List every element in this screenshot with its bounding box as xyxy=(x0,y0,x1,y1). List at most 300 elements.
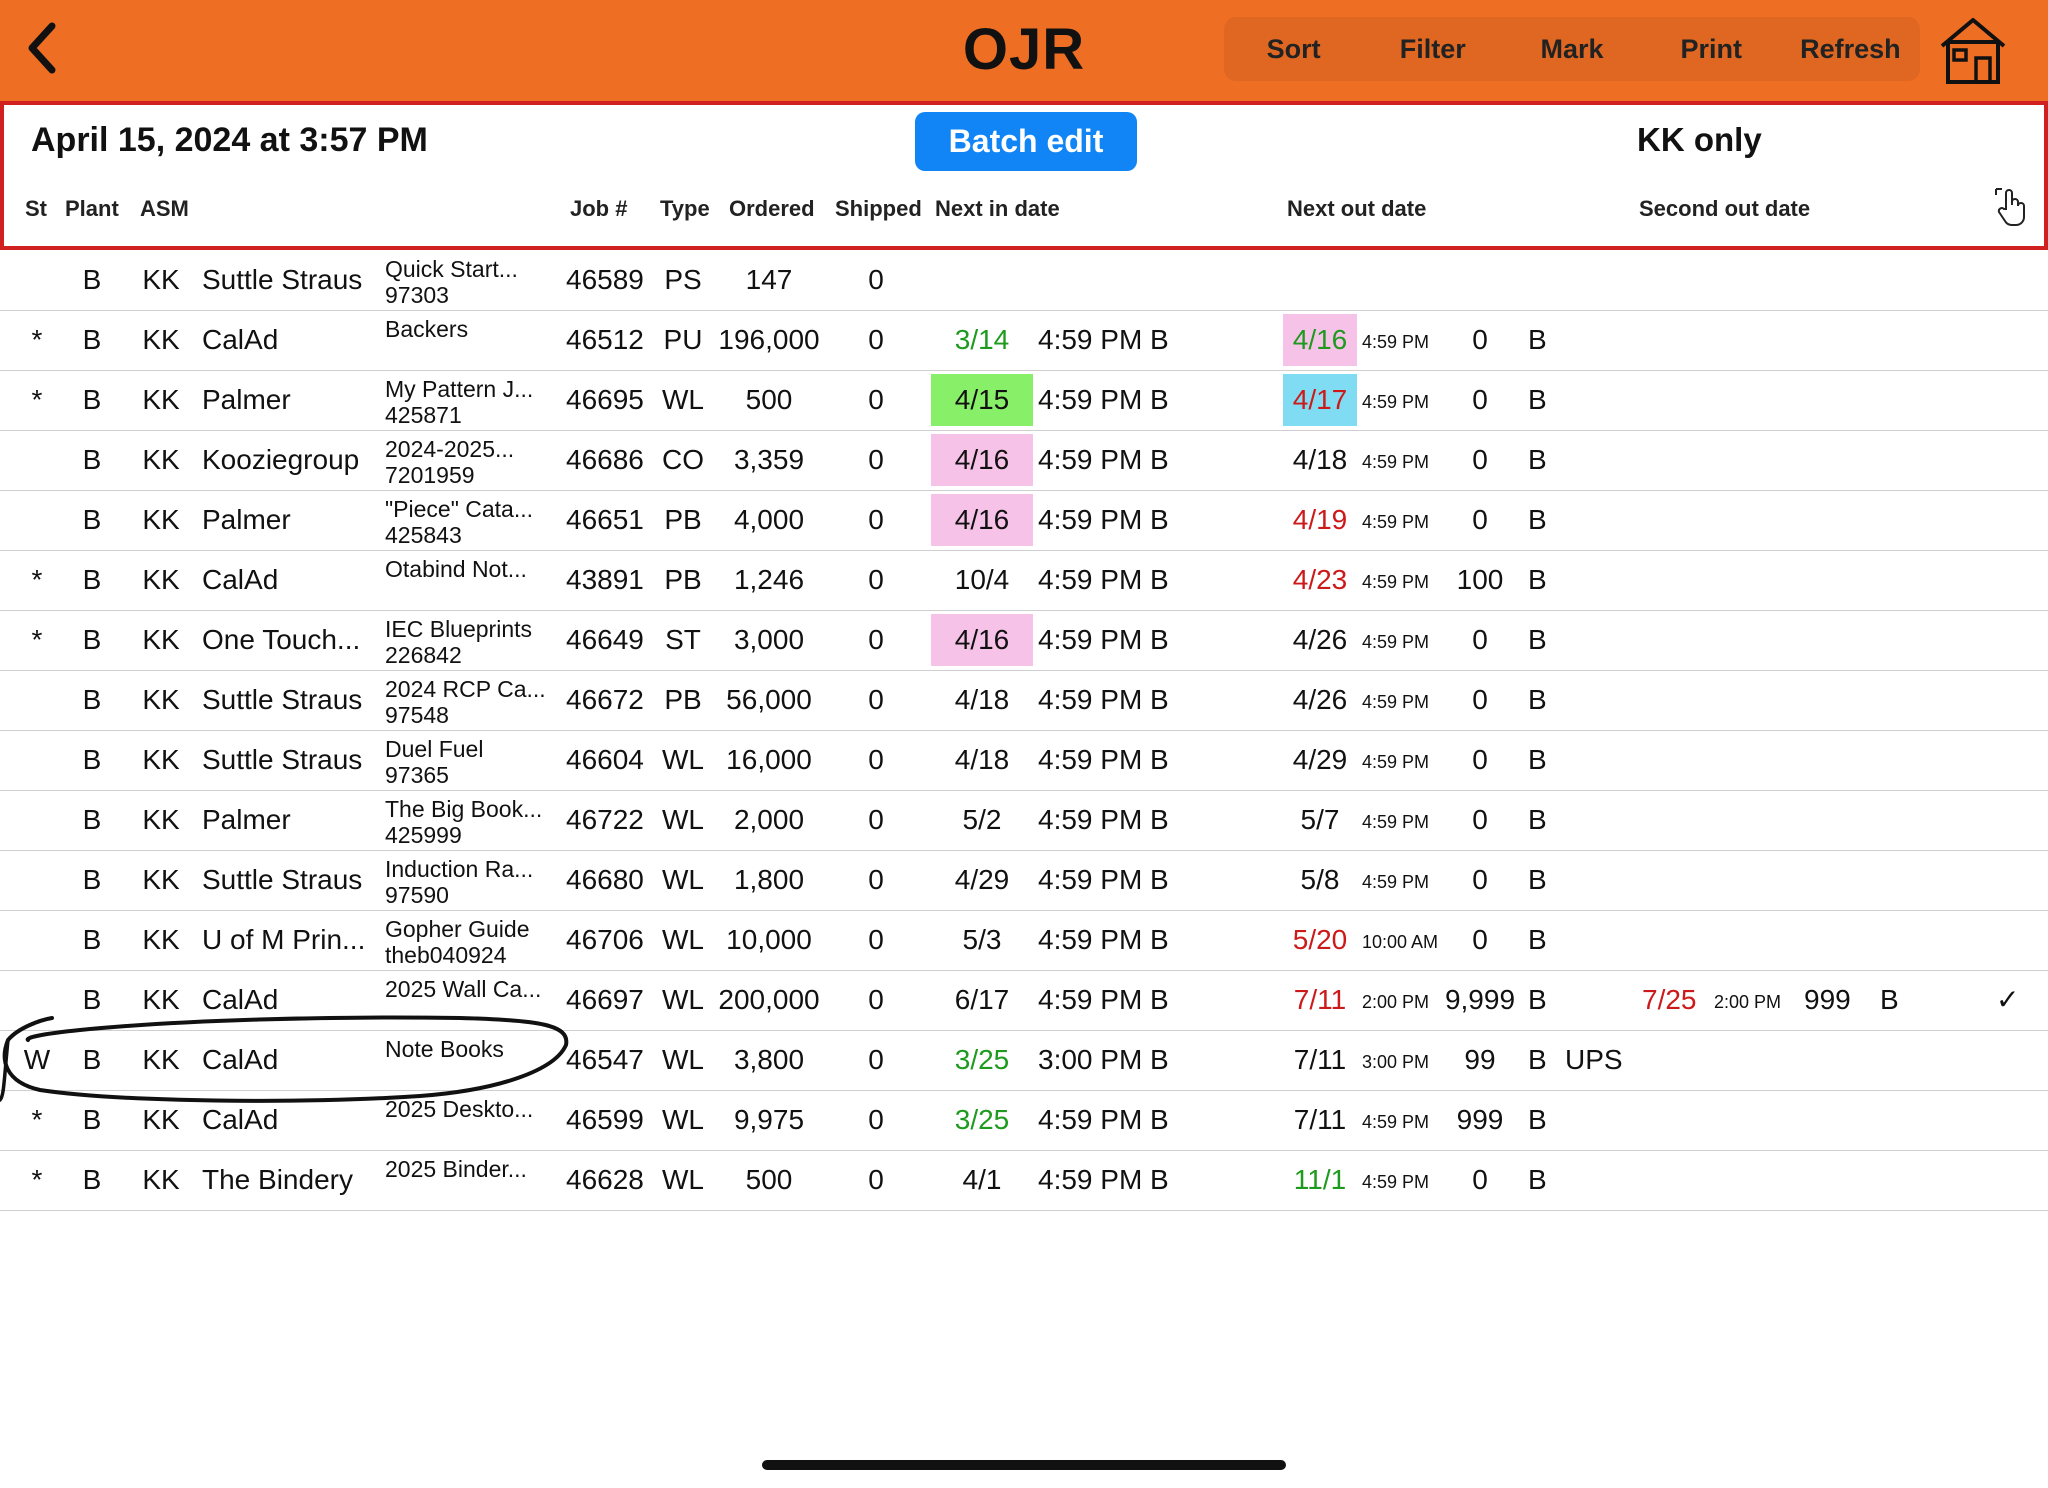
column-header-next-out-date[interactable]: Next out date xyxy=(1287,196,1427,221)
next-out-time-cell: 4:59 PM xyxy=(1362,872,1430,892)
next-out-date-cell[interactable]: 4/18 xyxy=(1292,444,1348,475)
next-out-date-cell[interactable]: 4/26 xyxy=(1292,624,1348,655)
description-cell xyxy=(385,496,533,548)
plant-cell: B xyxy=(82,684,102,715)
asm-cell: KK xyxy=(142,1104,180,1135)
ordered-cell: 4,000 xyxy=(733,504,805,535)
customer-cell: Palmer xyxy=(202,504,291,535)
plant-cell: B xyxy=(82,864,102,895)
next-out-plant-cell: B xyxy=(1528,1044,1547,1075)
shipped-cell: 0 xyxy=(868,1164,884,1195)
shipped-cell: 0 xyxy=(868,1104,884,1135)
checkmark-icon: ✓ xyxy=(1996,984,2020,1015)
next-in-time-cell: 4:59 PM xyxy=(1038,1164,1143,1195)
type-cell: PU xyxy=(663,324,703,355)
plant-cell: B xyxy=(82,264,102,295)
job-number-cell: 46589 xyxy=(566,264,644,295)
status-cell: * xyxy=(31,624,43,655)
description-title: Quick Start... xyxy=(385,256,518,282)
filter-label: KK only xyxy=(1637,121,1762,158)
job-number-cell: 46706 xyxy=(566,924,644,955)
description-cell xyxy=(385,1036,504,1062)
description-cell xyxy=(385,736,483,788)
shipped-cell: 0 xyxy=(868,924,884,955)
job-number-cell: 46680 xyxy=(566,864,644,895)
next-out-time-cell: 4:59 PM xyxy=(1362,1112,1430,1132)
next-in-date-cell[interactable]: 4/1 xyxy=(962,1164,1002,1195)
batch-edit-button[interactable]: Batch edit xyxy=(915,112,1137,171)
next-in-date-cell[interactable]: 4/16 xyxy=(931,494,1033,546)
second-out-date-cell[interactable]: 7/25 xyxy=(1642,984,1697,1015)
job-number-cell: 46651 xyxy=(566,504,644,535)
column-header-ordered[interactable]: Ordered xyxy=(729,196,815,221)
shipped-cell: 0 xyxy=(868,324,884,355)
customer-cell: CalAd xyxy=(202,984,279,1015)
status-cell xyxy=(20,490,54,550)
column-header-st[interactable]: St xyxy=(25,196,47,221)
next-in-date-cell[interactable]: 4/18 xyxy=(954,744,1010,775)
table-row[interactable] xyxy=(0,730,2048,791)
next-out-time-cell: 2:00 PM xyxy=(1362,992,1430,1012)
description-ref: 97303 xyxy=(385,282,449,308)
next-in-date-cell[interactable]: 4/18 xyxy=(954,684,1010,715)
home-icon[interactable] xyxy=(1936,14,2010,86)
next-in-time-cell: 4:59 PM xyxy=(1038,624,1143,655)
next-out-plant-cell: B xyxy=(1528,744,1547,775)
next-in-time-cell: 4:59 PM xyxy=(1038,1104,1143,1135)
type-cell: CO xyxy=(662,444,704,475)
next-in-plant-cell: B xyxy=(1150,1104,1169,1135)
next-out-date-cell[interactable]: 7/11 xyxy=(1293,1044,1347,1075)
plant-cell: B xyxy=(82,804,102,835)
description-ref: theb040924 xyxy=(385,942,507,968)
customer-cell: Suttle Straus xyxy=(202,864,363,895)
shipped-cell: 0 xyxy=(868,264,884,295)
customer-cell: Palmer xyxy=(202,804,291,835)
next-out-plant-cell: B xyxy=(1528,384,1547,415)
filter-button[interactable]: Filter xyxy=(1399,33,1466,64)
customer-cell: One Touch... xyxy=(202,624,361,655)
next-in-date-cell[interactable]: 4/15 xyxy=(931,374,1033,426)
next-in-plant-cell: B xyxy=(1150,924,1169,955)
next-out-plant-cell: B xyxy=(1528,864,1547,895)
type-cell: ST xyxy=(665,624,701,655)
column-header-job[interactable]: Job # xyxy=(570,196,628,221)
ordered-cell: 1,800 xyxy=(733,864,805,895)
description-ref: 425843 xyxy=(385,522,462,548)
asm-cell: KK xyxy=(142,324,180,355)
sort-button[interactable]: Sort xyxy=(1266,33,1321,64)
next-out-date-cell[interactable]: 7/11 xyxy=(1293,984,1347,1015)
ordered-cell: 3,800 xyxy=(733,1044,805,1075)
next-out-time-cell: 4:59 PM xyxy=(1362,572,1430,592)
type-cell: PB xyxy=(664,684,702,715)
job-number-cell: 46697 xyxy=(566,984,644,1015)
next-out-time-cell: 4:59 PM xyxy=(1362,752,1430,772)
table-row[interactable] xyxy=(0,250,2048,311)
next-in-time-cell: 4:59 PM xyxy=(1038,384,1143,415)
next-out-plant-cell: B xyxy=(1528,624,1547,655)
next-out-qty-cell: 0 xyxy=(1472,864,1488,895)
plant-cell: B xyxy=(82,984,102,1015)
status-cell xyxy=(20,670,54,730)
carrier-cell: UPS xyxy=(1565,1044,1623,1075)
column-header-next-in-date[interactable]: Next in date xyxy=(935,196,1060,221)
ordered-cell: 56,000 xyxy=(726,684,812,715)
mark-button[interactable]: Mark xyxy=(1540,33,1604,64)
table-row[interactable] xyxy=(0,1030,2048,1091)
next-in-time-cell: 4:59 PM xyxy=(1038,984,1143,1015)
next-out-date-cell[interactable]: 11/1 xyxy=(1293,1164,1347,1195)
next-out-time-cell: 10:00 AM xyxy=(1362,932,1439,952)
table-row[interactable] xyxy=(0,610,2048,671)
asm-cell: KK xyxy=(142,924,180,955)
next-in-date-cell[interactable]: 5/3 xyxy=(962,924,1002,955)
status-cell xyxy=(20,250,54,310)
description-cell xyxy=(385,976,541,1002)
job-number-cell: 46722 xyxy=(566,804,644,835)
ordered-cell: 3,359 xyxy=(733,444,805,475)
ordered-cell: 200,000 xyxy=(718,984,820,1015)
plant-cell: B xyxy=(82,1164,102,1195)
description-title: 2024-2025... xyxy=(385,436,515,462)
description-cell xyxy=(385,556,527,582)
customer-cell: CalAd xyxy=(202,1044,279,1075)
description-cell xyxy=(385,1156,527,1182)
asm-cell: KK xyxy=(142,864,180,895)
next-out-time-cell: 3:00 PM xyxy=(1362,1052,1430,1072)
customer-cell: Kooziegroup xyxy=(202,444,360,475)
plant-cell: B xyxy=(82,624,102,655)
description-cell xyxy=(385,796,542,848)
job-number-cell: 46604 xyxy=(566,744,644,775)
plant-cell: B xyxy=(82,564,102,595)
description-title: 2025 Wall Ca... xyxy=(385,976,542,1002)
description-ref: 7201959 xyxy=(385,462,475,488)
next-out-time-cell: 4:59 PM xyxy=(1362,812,1430,832)
next-out-time-cell: 4:59 PM xyxy=(1362,512,1430,532)
shipped-cell: 0 xyxy=(868,1044,884,1075)
customer-cell: CalAd xyxy=(202,324,279,355)
header-panel xyxy=(0,101,2048,250)
plant-cell: B xyxy=(82,444,102,475)
description-title: Otabind Not... xyxy=(385,556,527,582)
next-in-plant-cell: B xyxy=(1150,864,1169,895)
asm-cell: KK xyxy=(142,744,180,775)
plant-cell: B xyxy=(82,384,102,415)
home-indicator[interactable] xyxy=(762,1460,1286,1470)
customer-cell: Palmer xyxy=(202,384,291,415)
table-row[interactable] xyxy=(0,550,2048,611)
next-out-plant-cell: B xyxy=(1528,564,1547,595)
next-out-date-cell[interactable]: 4/19 xyxy=(1292,504,1348,535)
type-cell: WL xyxy=(662,924,704,955)
job-number-cell: 46686 xyxy=(566,444,644,475)
description-cell xyxy=(385,916,529,968)
description-title: The Big Book... xyxy=(385,796,543,822)
next-in-plant-cell: B xyxy=(1150,504,1169,535)
asm-cell: KK xyxy=(142,384,180,415)
next-out-qty-cell: 99 xyxy=(1464,1044,1496,1075)
column-header-type[interactable]: Type xyxy=(660,196,710,221)
description-title: 2025 Deskto... xyxy=(385,1096,534,1122)
next-in-date-cell[interactable]: 10/4 xyxy=(954,564,1010,595)
app-title: OJR xyxy=(962,17,1086,82)
description-title: My Pattern J... xyxy=(385,376,534,402)
column-header-plant[interactable]: Plant xyxy=(65,196,119,221)
type-cell: WL xyxy=(662,384,704,415)
second-out-time-cell: 2:00 PM xyxy=(1714,992,1782,1012)
customer-cell: Suttle Straus xyxy=(202,744,363,775)
next-out-time-cell: 4:59 PM xyxy=(1362,692,1430,712)
next-out-plant-cell: B xyxy=(1528,504,1547,535)
ordered-cell: 147 xyxy=(745,264,793,295)
next-out-plant-cell: B xyxy=(1528,1164,1547,1195)
next-out-qty-cell: 0 xyxy=(1472,924,1488,955)
description-ref: 97590 xyxy=(385,882,449,908)
column-header-shipped[interactable]: Shipped xyxy=(835,196,922,221)
description-title: "Piece" Cata... xyxy=(385,496,534,522)
status-cell xyxy=(20,970,54,1030)
next-in-time-cell: 4:59 PM xyxy=(1038,684,1143,715)
table-row[interactable] xyxy=(0,970,2048,1031)
next-out-qty-cell: 0 xyxy=(1472,804,1488,835)
next-in-date-cell[interactable] xyxy=(931,254,1033,306)
description-cell xyxy=(385,616,532,668)
status-cell xyxy=(20,910,54,970)
asm-cell: KK xyxy=(142,804,180,835)
next-out-plant-cell: B xyxy=(1528,324,1547,355)
ordered-cell: 1,246 xyxy=(733,564,805,595)
table-row[interactable] xyxy=(0,310,2048,371)
ordered-cell: 500 xyxy=(745,1164,793,1195)
asm-cell: KK xyxy=(142,624,180,655)
shipped-cell: 0 xyxy=(868,384,884,415)
shipped-cell: 0 xyxy=(868,624,884,655)
type-cell: PB xyxy=(664,564,702,595)
next-out-plant-cell: B xyxy=(1528,924,1547,955)
column-header-asm[interactable]: ASM xyxy=(140,196,189,221)
next-out-time-cell: 4:59 PM xyxy=(1362,632,1430,652)
customer-cell: U of M Prin... xyxy=(202,924,366,955)
status-cell: * xyxy=(31,1164,43,1195)
next-in-date-cell[interactable]: 4/16 xyxy=(931,434,1033,486)
column-header-second-out-date[interactable]: Second out date xyxy=(1639,196,1811,221)
next-in-date-cell[interactable]: 3/14 xyxy=(954,324,1010,355)
next-out-date-cell[interactable]: 5/8 xyxy=(1300,864,1340,895)
status-cell: * xyxy=(31,324,43,355)
table-row[interactable] xyxy=(0,370,2048,431)
table-row[interactable] xyxy=(0,850,2048,911)
asm-cell: KK xyxy=(142,264,180,295)
ordered-cell: 500 xyxy=(745,384,793,415)
description-title: 2024 RCP Ca... xyxy=(385,676,546,702)
description-cell xyxy=(385,856,533,908)
asm-cell: KK xyxy=(142,1164,180,1195)
table-row[interactable] xyxy=(0,790,2048,851)
description-cell xyxy=(385,436,514,488)
description-title: IEC Blueprints xyxy=(385,616,533,642)
description-ref: 97548 xyxy=(385,702,449,728)
description-title: 2025 Binder... xyxy=(385,1156,527,1182)
customer-cell: CalAd xyxy=(202,1104,279,1135)
type-cell: PB xyxy=(664,504,702,535)
table-row[interactable] xyxy=(0,910,2048,971)
next-out-date-cell[interactable]: 5/7 xyxy=(1300,804,1340,835)
ordered-cell: 2,000 xyxy=(733,804,805,835)
next-out-date-cell[interactable]: 7/11 xyxy=(1293,1104,1347,1135)
description-title: Backers xyxy=(385,316,469,342)
next-out-time-cell: 4:59 PM xyxy=(1362,332,1430,352)
asm-cell: KK xyxy=(142,1044,180,1075)
description-ref: 97365 xyxy=(385,762,449,788)
customer-cell: Suttle Straus xyxy=(202,684,363,715)
next-in-date-cell[interactable]: 5/2 xyxy=(962,804,1002,835)
top-bar xyxy=(0,0,2048,101)
next-out-qty-cell: 999 xyxy=(1456,1104,1504,1135)
type-cell: WL xyxy=(662,984,704,1015)
status-cell: * xyxy=(31,564,43,595)
second-out-plant-cell: B xyxy=(1880,984,1899,1015)
status-cell: * xyxy=(31,1104,43,1135)
next-out-plant-cell: B xyxy=(1528,984,1547,1015)
description-title: Induction Ra... xyxy=(385,856,534,882)
next-in-plant-cell: B xyxy=(1150,804,1169,835)
back-chevron-icon[interactable] xyxy=(22,20,62,76)
shipped-cell: 0 xyxy=(868,984,884,1015)
next-in-time-cell: 4:59 PM xyxy=(1038,924,1143,955)
description-cell xyxy=(385,1096,533,1122)
table-row[interactable] xyxy=(0,670,2048,731)
next-in-date-cell[interactable]: 4/29 xyxy=(954,864,1010,895)
next-out-date-cell[interactable]: 4/17 xyxy=(1283,374,1357,426)
next-in-plant-cell: B xyxy=(1150,564,1169,595)
next-out-qty-cell: 100 xyxy=(1456,564,1504,595)
job-number-cell: 46695 xyxy=(566,384,644,415)
next-in-date-cell[interactable]: 3/25 xyxy=(954,1044,1010,1075)
next-in-plant-cell: B xyxy=(1150,744,1169,775)
ordered-cell: 3,000 xyxy=(733,624,805,655)
next-out-date-cell[interactable]: 4/26 xyxy=(1292,684,1348,715)
table-row[interactable] xyxy=(0,430,2048,491)
description-title: Note Books xyxy=(385,1036,504,1062)
status-cell xyxy=(20,430,54,490)
shipped-cell: 0 xyxy=(868,864,884,895)
shipped-cell: 0 xyxy=(868,564,884,595)
customer-cell: Suttle Straus xyxy=(202,264,363,295)
next-out-qty-cell: 0 xyxy=(1472,744,1488,775)
print-button[interactable]: Print xyxy=(1680,33,1742,64)
table-row[interactable] xyxy=(0,1090,2048,1151)
next-in-time-cell: 4:59 PM xyxy=(1038,444,1143,475)
job-number-cell: 46599 xyxy=(566,1104,644,1135)
description-cell xyxy=(385,676,546,728)
next-in-plant-cell: B xyxy=(1150,984,1169,1015)
asm-cell: KK xyxy=(142,444,180,475)
type-cell: WL xyxy=(662,1104,704,1135)
next-out-qty-cell: 0 xyxy=(1472,384,1488,415)
next-in-time-cell: 4:59 PM xyxy=(1038,504,1143,535)
next-out-time-cell: 4:59 PM xyxy=(1362,452,1430,472)
type-cell: WL xyxy=(662,744,704,775)
job-number-cell: 46512 xyxy=(566,324,644,355)
next-in-date-cell[interactable]: 4/16 xyxy=(931,614,1033,666)
type-cell: WL xyxy=(662,1164,704,1195)
status-cell: W xyxy=(23,1044,51,1075)
status-cell: * xyxy=(31,384,43,415)
plant-cell: B xyxy=(82,924,102,955)
plant-cell: B xyxy=(82,324,102,355)
table-row[interactable] xyxy=(0,490,2048,551)
next-out-qty-cell: 0 xyxy=(1472,504,1488,535)
next-out-date-cell[interactable]: 4/16 xyxy=(1283,314,1357,366)
job-number-cell: 46649 xyxy=(566,624,644,655)
asm-cell: KK xyxy=(142,684,180,715)
next-out-qty-cell: 0 xyxy=(1472,1164,1488,1195)
next-out-date-cell[interactable]: 5/20 xyxy=(1292,924,1348,955)
next-in-plant-cell: B xyxy=(1150,684,1169,715)
type-cell: WL xyxy=(662,804,704,835)
status-cell xyxy=(20,730,54,790)
asm-cell: KK xyxy=(142,504,180,535)
shipped-cell: 0 xyxy=(868,744,884,775)
next-in-date-cell[interactable]: 6/17 xyxy=(954,984,1010,1015)
job-number-cell: 43891 xyxy=(566,564,644,595)
type-cell: WL xyxy=(662,864,704,895)
description-ref: 226842 xyxy=(385,642,462,668)
timestamp: April 15, 2024 at 3:57 PM xyxy=(31,121,428,159)
status-cell xyxy=(20,790,54,850)
next-out-qty-cell: 9,999 xyxy=(1444,984,1516,1015)
next-out-time-cell: 4:59 PM xyxy=(1362,392,1430,412)
table-row[interactable] xyxy=(0,1150,2048,1211)
refresh-button[interactable]: Refresh xyxy=(1800,33,1901,64)
next-out-date-cell[interactable]: 4/29 xyxy=(1292,744,1348,775)
shipped-cell: 0 xyxy=(868,804,884,835)
hand-pointer-icon[interactable] xyxy=(1994,187,2030,227)
next-in-plant-cell: B xyxy=(1150,624,1169,655)
customer-cell: CalAd xyxy=(202,564,279,595)
type-cell: PS xyxy=(664,264,702,295)
next-out-plant-cell: B xyxy=(1528,684,1547,715)
next-out-qty-cell: 0 xyxy=(1472,324,1488,355)
shipped-cell: 0 xyxy=(868,444,884,475)
asm-cell: KK xyxy=(142,984,180,1015)
next-out-qty-cell: 0 xyxy=(1472,684,1488,715)
description-ref: 425999 xyxy=(385,822,462,848)
job-number-cell: 46672 xyxy=(566,684,644,715)
next-in-time-cell: 3:00 PM xyxy=(1038,1044,1143,1075)
next-out-qty-cell: 0 xyxy=(1472,624,1488,655)
next-in-plant-cell: B xyxy=(1150,1164,1169,1195)
next-in-time-cell: 4:59 PM xyxy=(1038,864,1143,895)
status-cell xyxy=(20,850,54,910)
next-in-date-cell[interactable]: 3/25 xyxy=(954,1104,1010,1135)
next-out-qty-cell xyxy=(1440,250,1520,310)
next-in-plant-cell: B xyxy=(1150,444,1169,475)
next-out-date-cell[interactable] xyxy=(1283,254,1357,306)
next-out-date-cell[interactable]: 4/23 xyxy=(1292,564,1348,595)
second-out-qty-cell: 999 xyxy=(1804,984,1851,1015)
job-number-cell: 46547 xyxy=(566,1044,644,1075)
next-out-qty-cell: 0 xyxy=(1472,444,1488,475)
ordered-cell: 16,000 xyxy=(726,744,812,775)
next-in-time-cell: 4:59 PM xyxy=(1038,744,1143,775)
next-in-plant-cell: B xyxy=(1150,384,1169,415)
asm-cell: KK xyxy=(142,564,180,595)
description-cell xyxy=(385,376,533,428)
type-cell: WL xyxy=(662,1044,704,1075)
